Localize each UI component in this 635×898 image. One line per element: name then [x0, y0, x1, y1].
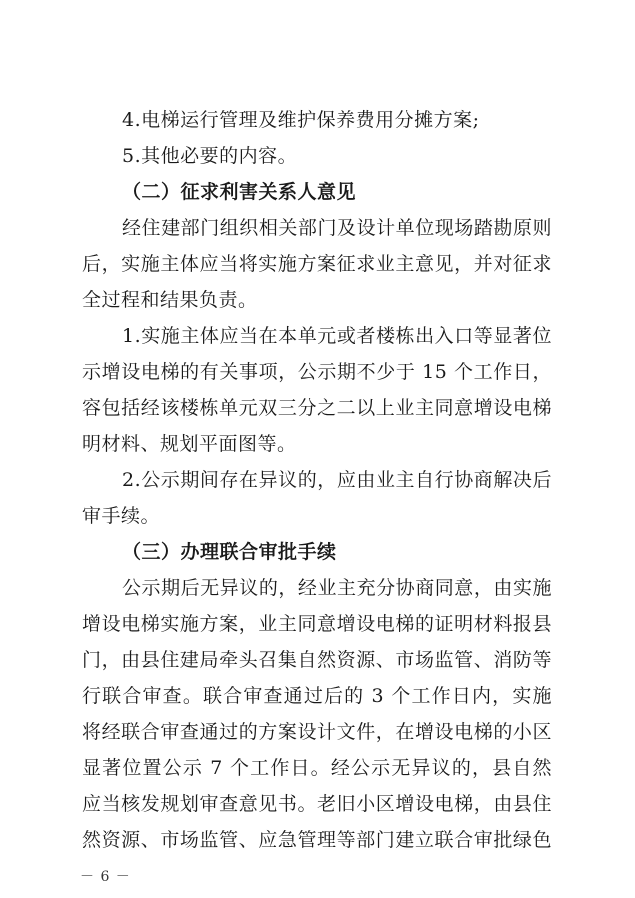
section-heading-2: （二）征求利害关系人意见 [122, 181, 357, 203]
paragraph-line: 增设电梯实施方案，业主同意增设电梯的证明材料报县 [82, 613, 552, 635]
paragraph-line: 容包括经该楼栋单元双三分之二以上业主同意增设电梯 [82, 397, 552, 419]
paragraph-line: 明材料、规划平面图等。 [82, 433, 297, 455]
paragraph-line: 将经联合审查通过的方案设计文件，在增设电梯的小区 [82, 721, 552, 743]
paragraph-line: 2.公示期间存在异议的，应由业主自行协商解决后 [122, 469, 552, 491]
paragraph-line: 显著位置公示 7 个工作日。经公示无异议的，县自然 [82, 757, 552, 779]
paragraph-line: 审手续。 [82, 505, 161, 527]
paragraph-line: 1.实施主体应当在本单元或者楼栋出入口等显著位 [122, 325, 552, 347]
paragraph-line: 行联合审查。联合审查通过后的 3 个工作日内，实施 [82, 685, 552, 707]
paragraph-line: 经住建部门组织相关部门及设计单位现场踏勘原则 [122, 217, 552, 239]
list-item-5: 5.其他必要的内容。 [122, 145, 298, 167]
paragraph-line: 示增设电梯的有关事项，公示期不少于 15 个工作日， [82, 361, 552, 383]
paragraph-line: 公示期后无异议的，经业主充分协商同意，由实施 [122, 577, 552, 599]
paragraph-line: 应当核发规划审查意见书。老旧小区增设电梯，由县住 [82, 793, 552, 815]
paragraph-line: 门，由县住建局牵头召集自然资源、市场监管、消防等 [82, 649, 552, 671]
list-item-4: 4.电梯运行管理及维护保养费用分摊方案; [122, 109, 480, 131]
paragraph-line: 全过程和结果负责。 [82, 289, 258, 311]
section-heading-3: （三）办理联合审批手续 [122, 541, 337, 563]
paragraph-line: 后，实施主体应当将实施方案征求业主意见，并对征求 [82, 253, 552, 275]
paragraph-line: 然资源、市场监管、应急管理等部门建立联合审批绿色 [82, 829, 552, 851]
page-number: － 6 － [80, 869, 131, 885]
